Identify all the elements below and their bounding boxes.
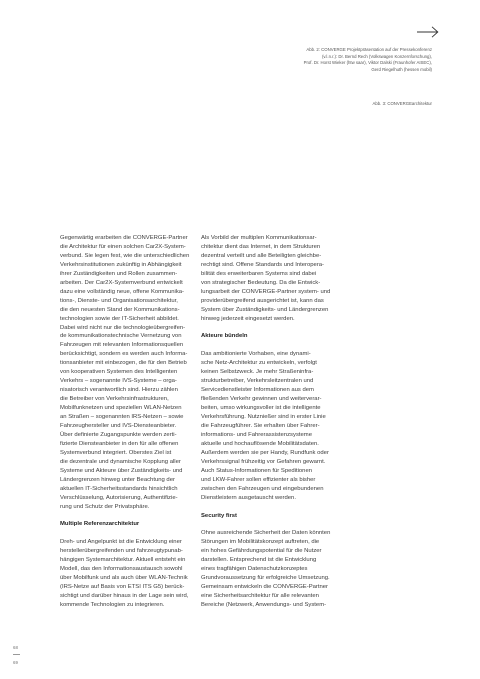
text-line: Störungen im Mobilitätskonzept auftreten, die <box>201 539 320 546</box>
paragraph-gap <box>201 520 351 529</box>
text-line: Verkehrsführung. Nutznießer sind in erster Linie <box>201 414 326 421</box>
text-line: dezentral verteilt und alle Beteiligten gleichbe- <box>201 252 322 259</box>
text-line: von strategischer Bedeutung. Da die Entwick- <box>201 279 321 286</box>
text-line: Ohne ausreichende Sicherheit der Daten könnten <box>201 530 331 537</box>
arrow-right-icon[interactable] <box>417 26 439 38</box>
text-line: Außerdem werden sie per Handy, Rundfunk oder <box>201 449 329 456</box>
text-line: tionsanbieter mit einbezogen, die für den Betrieb <box>60 360 187 367</box>
text-line: die Betreiber von Verkehrsinfrastrukturen, <box>60 396 169 403</box>
text-line: Grundvoraussetzung für erfolgreiche Umsetzung. <box>201 575 330 582</box>
text-line: Das ambitionierte Vorhaben, eine dynami- <box>201 351 311 358</box>
section-heading: Security first <box>201 512 238 519</box>
text-line: und LKW-Fahrer sollen effizienter als bisher <box>201 476 316 483</box>
paragraph-gap <box>60 512 190 521</box>
text-line: sche Netz-Architektur zu entwickeln, verfolgt <box>201 360 317 367</box>
text-line: ihrer Zuständigkeiten und Rollen zusammen- <box>60 270 178 277</box>
text-line: informations- und Fahrerassistenzsysteme <box>201 431 312 438</box>
text-line: dazu eine vollständig neue, offene Kommunika- <box>60 288 185 295</box>
text-line: fizierte Diensteanbieter in den für alle offenen <box>60 440 179 447</box>
caption-line: (v.l.n.r.): Dr. Bernd Rech (Volkswagen Konzernforschung), <box>321 53 432 59</box>
text-line: arbeiten. Der Car2X-Systemverbund entwickelt <box>60 279 183 286</box>
text-line: Systemverbund integriert. Oberstes Ziel ist <box>60 449 172 456</box>
text-line: Über definierte Zugangspunkte werden zerti- <box>60 431 177 438</box>
text-line: zwischen den Fahrzeugen und eingebundenen <box>201 485 324 492</box>
figure-caption-1 <box>192 47 432 73</box>
text-line: Gemeinsam entwickeln die CONVERGE-Partner <box>201 584 329 591</box>
text-line: Als Vorbild der multiplen Kommunikationsar- <box>201 235 317 241</box>
text-line: Servicedienstleister Informationen aus dem <box>201 387 314 394</box>
page-number-right: 69 <box>13 660 18 665</box>
caption-line: Prof. Dr. Horst Wieker (htw saar), Viktor Dalski (Fraunhofer AISEC), <box>303 60 432 66</box>
caption-line: Gerd Riegelhuth (hessen mobil) <box>371 66 432 72</box>
text-line: Dreh- und Angelpunkt ist die Entwicklung einer <box>60 539 182 546</box>
text-line: keinen Selbstzweck. Je mehr Straßeninfra- <box>201 369 314 376</box>
text-line: Verschlüsselung, Autorisierung, Authentifizie- <box>60 494 178 501</box>
text-line: rechtigt sind. Offene Standards und Interopera- <box>201 261 325 268</box>
text-line: die dezentrale und dynamische Kopplung aller <box>60 458 181 465</box>
text-line: tions-, Dienste- und Organisationsarchitektur, <box>60 297 178 304</box>
text-line: herstellerübergreifenden und fahrzeugtypunab- <box>60 548 183 555</box>
text-line: chitektur dient das Internet, in dem Strukturen <box>201 243 321 250</box>
text-column-right <box>201 234 351 610</box>
text-line: strukturbetreiber, Verkehrsleitzentralen und <box>201 378 314 385</box>
text-line: beiten, umso wirkungsvoller ist die intelligente <box>201 405 321 412</box>
text-line: Gegenwärtig erarbeiten die CONVERGE-Partner <box>60 235 188 241</box>
text-line: hängigen Systemarchitektur. Aktuell entsteht ein <box>60 557 186 564</box>
paragraph-gap <box>201 324 351 333</box>
text-line: de kommunikationstechnische Vernetzung von <box>60 333 182 340</box>
text-line: Systeme und Akteure über Zuständigkeits- und <box>60 467 183 474</box>
text-line: Dabei wird nicht nur die technologieübergreifen- <box>60 324 186 331</box>
text-line: rung und Schutz der Privatsphäre. <box>60 503 150 510</box>
section-heading: Akteure bündeln <box>201 333 248 340</box>
text-line: technologien sowie der IT-Sicherheit abbildet. <box>60 315 179 322</box>
text-line: eines tragfähigen Datenschutzkonzeptes <box>201 566 308 573</box>
text-line: sichtigt und darüber hinaus in der Lage sein wird, <box>60 593 189 600</box>
paragraph <box>201 234 351 324</box>
text-line: Mobilfunknetzen und speziellen WLAN-Netzen <box>60 405 182 412</box>
text-line: fließenden Verkehr gewinnen und weiterverar- <box>201 396 322 403</box>
text-column-left <box>60 234 190 610</box>
text-line: eine Sicherheitsarchitektur für alle relevanten <box>201 593 319 600</box>
text-line: Modell, das den Informationsaustausch sowohl <box>60 566 183 573</box>
text-line: Verkehrsinstitutionen zukünftig in Abhängigkeit <box>60 261 182 268</box>
text-line: aktuellen IT-Sicherheitsstandards hinsichtlich <box>60 485 178 492</box>
text-line: über Mobilfunk und als auch über WLAN-Technik <box>60 575 188 582</box>
text-line: System über Zuständigkeits- und Ländergrenzen <box>201 306 329 313</box>
text-line: an Straßen – sogenannten IRS-Netzen – sowie <box>60 414 184 421</box>
figure-caption-2: Abb. 3: CONVERGEarchitektur <box>372 101 432 106</box>
caption-line: Abb. 2: CONVERGE Projektpräsentation auf der Pressekonferenz <box>306 47 432 52</box>
text-line: darstellen. Entsprechend ist die Entwicklung <box>201 557 317 564</box>
text-line: aktuelle und hochauflösende Mobilitätsdaten. <box>201 440 319 447</box>
text-line: nisatorisch verantwortlich sind. Hierzu zählen <box>60 387 178 394</box>
text-line: die Fahrzeugführer. Sie erhalten über Fahrer- <box>201 422 320 429</box>
paragraph-gap <box>201 503 351 512</box>
paragraph <box>60 234 190 512</box>
paragraph-gap <box>60 529 190 538</box>
text-line: ein hohes Gefährdungspotential für die Nutzer <box>201 548 322 555</box>
text-line: providerübergreifend ausgerichtet ist, kann das <box>201 297 324 304</box>
paragraph <box>60 538 190 610</box>
text-line: die Architektur für einen solchen Car2X-System- <box>60 243 186 250</box>
text-line: Ländergrenzen hinweg unter Beachtung der <box>60 476 175 483</box>
text-line: Bereiche (Netzwerk, Anwendungs- und System- <box>201 602 327 609</box>
text-line: die den neuesten Stand der Kommunikations- <box>60 306 180 313</box>
page-number-left: 68 <box>13 645 18 650</box>
text-line: kommende Technologien zu integrieren. <box>60 602 165 609</box>
text-line: verbund. Sie legen fest, wie die unterschiedlichen <box>60 252 190 259</box>
text-line: Auch Status-Informationen für Speditionen <box>201 467 313 474</box>
text-line: hinweg jederzeit eingesetzt werden. <box>201 315 295 322</box>
text-line: (IRS-Netze auf Basis von ETSI ITS G5) berück- <box>60 584 185 591</box>
page-number-divider <box>13 654 20 655</box>
section-heading: Multiple Referenzarchitektur <box>60 521 140 528</box>
paragraph <box>201 529 351 610</box>
text-line: von kooperativen Systemen des Intelligenten <box>60 369 178 376</box>
paragraph <box>201 350 351 502</box>
text-line: Dienstleistern ausgetauscht werden. <box>201 494 296 501</box>
text-line: Fahrzeugen mit relevanten Informationsquellen <box>60 342 184 349</box>
text-line: Fahrzeughersteller und IVS-Diensteanbieter. <box>60 423 177 430</box>
text-line: Verkehrs – sogenannte IVS-Systeme – orga- <box>60 378 177 385</box>
text-line: bilität des erweiterbaren Systems sind dabei <box>201 270 317 277</box>
text-line: Verkehrssignal frühzeitig vor Gefahren gewarnt. <box>201 458 326 465</box>
paragraph-gap <box>201 341 351 350</box>
text-line: berücksichtigt, sondern es werden auch Informa- <box>60 351 188 358</box>
text-line: lungsarbeit der CONVERGE-Partner system- und <box>201 288 331 295</box>
